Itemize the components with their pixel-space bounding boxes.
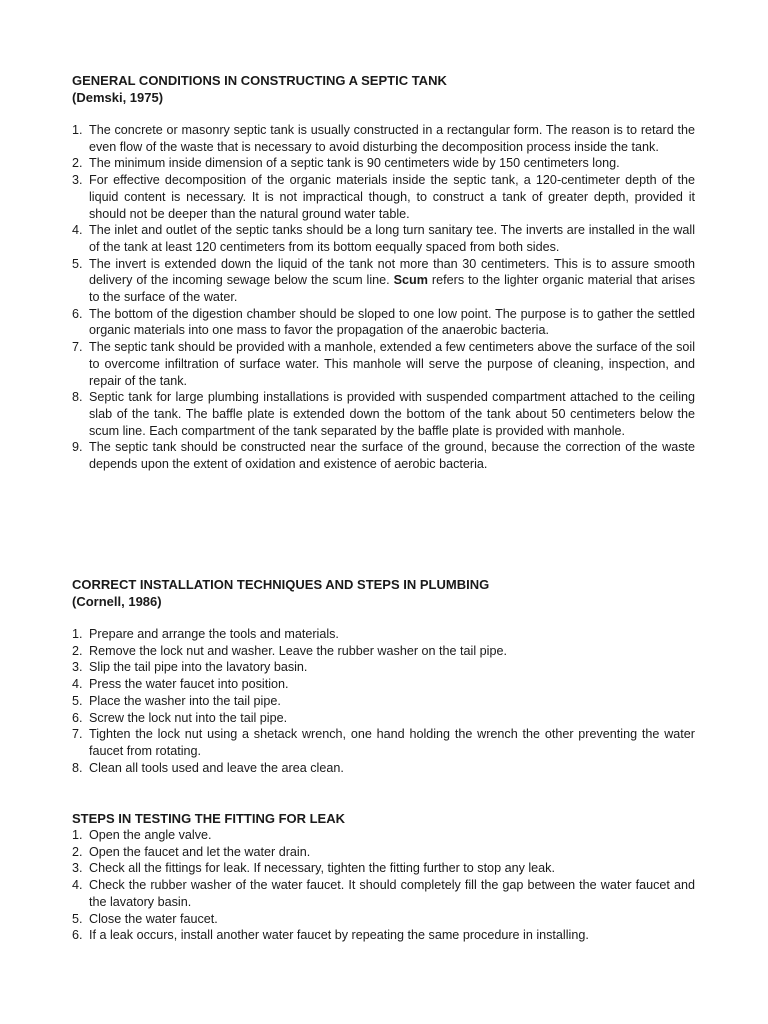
item-number: 4. (72, 223, 83, 238)
item-text: The bottom of the digestion chamber should be sloped to one low point. The purpose is to gather the settled organic materials into one mass to favor the propagation of the anaerobic bacteria. (89, 306, 695, 338)
list-item (72, 693, 695, 710)
list-item (72, 222, 695, 255)
list-item (72, 155, 695, 172)
list-item (72, 439, 695, 472)
item-number: 1. (72, 123, 83, 137)
item-number: 5. (72, 256, 83, 271)
item-text: Check the rubber washer of the water faucet. It should completely fill the gap between the water faucet and the lavatory basin. (89, 878, 695, 909)
item-text: If a leak occurs, install another water faucet by repeating the same procedure in installing. (89, 928, 589, 943)
item-text: Open the angle valve. (89, 828, 212, 842)
list-item (72, 256, 695, 306)
section-installation-steps (72, 576, 695, 776)
list-item (72, 626, 695, 643)
list-item (72, 339, 695, 389)
item-text: Prepare and arrange the tools and materials. (89, 627, 339, 641)
item-number: 7. (72, 727, 83, 742)
item-number: 4. (72, 878, 83, 893)
item-text: Remove the lock nut and washer. Leave the rubber washer on the tail pipe. (89, 643, 507, 658)
item-number: 1. (72, 828, 83, 842)
list-item (72, 877, 695, 910)
item-text: The minimum inside dimension of a septic tank is 90 centimeters wide by 150 centimeters long. (89, 156, 620, 171)
section-septic-tank-conditions (72, 72, 695, 473)
list-item (72, 306, 695, 339)
list-item (72, 122, 695, 155)
item-text: The septic tank should be provided with a manhole, extended a few centimeters above the surface of the soil to overcome infiltration of surface water. This manhole will serve the purpose of cleaning, inspection, and repair of the tank. (89, 340, 695, 388)
item-number: 2. (72, 643, 83, 658)
leak-test-list (72, 827, 695, 944)
item-number: 2. (72, 156, 83, 171)
list-item (72, 911, 695, 928)
item-text: The concrete or masonry septic tank is usually constructed in a rectangular form. The reason is to retard the even flow of the waste that is necessary to avoid disturbing the decomposition process inside the tank. (89, 123, 695, 154)
list-item (72, 860, 695, 877)
item-number: 8. (72, 390, 83, 405)
item-number: 5. (72, 693, 83, 708)
section-heading: STEPS IN TESTING THE FITTING FOR LEAK (72, 811, 346, 826)
item-number: 3. (72, 660, 83, 675)
list-item (72, 844, 695, 861)
section-leak-testing (72, 810, 695, 944)
list-item (72, 676, 695, 693)
item-text: The inlet and outlet of the septic tanks should be a long turn sanitary tee. The inverts are installed in the wall of the tank at least 120 centimeters from its bottom eequally spaced from both sides. (89, 223, 695, 254)
section-heading: GENERAL CONDITIONS IN CONSTRUCTING A SEPTIC TANK (72, 73, 447, 88)
item-number: 9. (72, 440, 83, 455)
item-bold-term: Scum (393, 273, 428, 288)
item-text-before: The invert is extended down the liquid of the tank not more than 30 centimeters. This is to assure smooth delivery of the incoming sewage below the scum line. (89, 256, 695, 288)
item-text: Septic tank for large plumbing installations is provided with suspended compartment attached to the ceiling slab of the tank. The baffle plate is extended down the bottom of the tank about 50 centimeters below the scum line. Each compartment of the tank separated by the baffle plate is provided with manhole. (89, 390, 695, 438)
item-number: 6. (72, 710, 83, 725)
section-citation: (Demski, 1975) (72, 90, 164, 105)
section-citation: (Cornell, 1986) (72, 594, 162, 609)
list-item (72, 927, 695, 944)
item-number: 3. (72, 173, 83, 188)
item-text: Tighten the lock nut using a shetack wrench, one hand holding the wrench the other preventing the water faucet from rotating. (89, 727, 695, 758)
item-text: Slip the tail pipe into the lavatory basin. (89, 660, 308, 675)
list-item (72, 172, 695, 222)
list-item (72, 643, 695, 660)
item-text: Check all the fittings for leak. If necessary, tighten the fitting further to stop any leak. (89, 861, 555, 876)
item-number: 6. (72, 928, 83, 943)
item-text: Press the water faucet into position. (89, 677, 289, 692)
item-number: 5. (72, 911, 83, 926)
item-text: Open the faucet and let the water drain. (89, 844, 311, 859)
list-item (72, 726, 695, 759)
list-item (72, 710, 695, 727)
list-item (72, 659, 695, 676)
list-item (72, 827, 695, 844)
item-number: 7. (72, 340, 83, 355)
item-text: Clean all tools used and leave the area clean. (89, 760, 344, 775)
item-number: 3. (72, 861, 83, 876)
item-text: Close the water faucet. (89, 911, 218, 926)
item-text-after: refers to the lighter organic material that arises to the surface of the water. (89, 273, 695, 305)
installation-list (72, 626, 695, 776)
section-heading: CORRECT INSTALLATION TECHNIQUES AND STEPS IN PLUMBING (72, 577, 490, 592)
item-number: 1. (72, 627, 83, 641)
item-text: Screw the lock nut into the tail pipe. (89, 710, 288, 725)
conditions-list (72, 122, 695, 473)
list-item (72, 760, 695, 777)
item-number: 2. (72, 844, 83, 859)
item-number: 4. (72, 677, 83, 692)
item-number: 6. (72, 306, 83, 321)
item-text: For effective decomposition of the organic materials inside the septic tank, a 120-centimeter depth of the liquid content is necessary. It is not impractical though, to construct a tank of greater depth, provided it should not be deeper than the natural ground water table. (89, 173, 695, 221)
item-text: Place the washer into the tail pipe. (89, 693, 281, 708)
item-text: The septic tank should be constructed near the surface of the ground, because the correction of the waste depends upon the extent of oxidation and existence of aerobic bacteria. (89, 440, 695, 472)
item-number: 8. (72, 760, 83, 775)
list-item (72, 389, 695, 439)
